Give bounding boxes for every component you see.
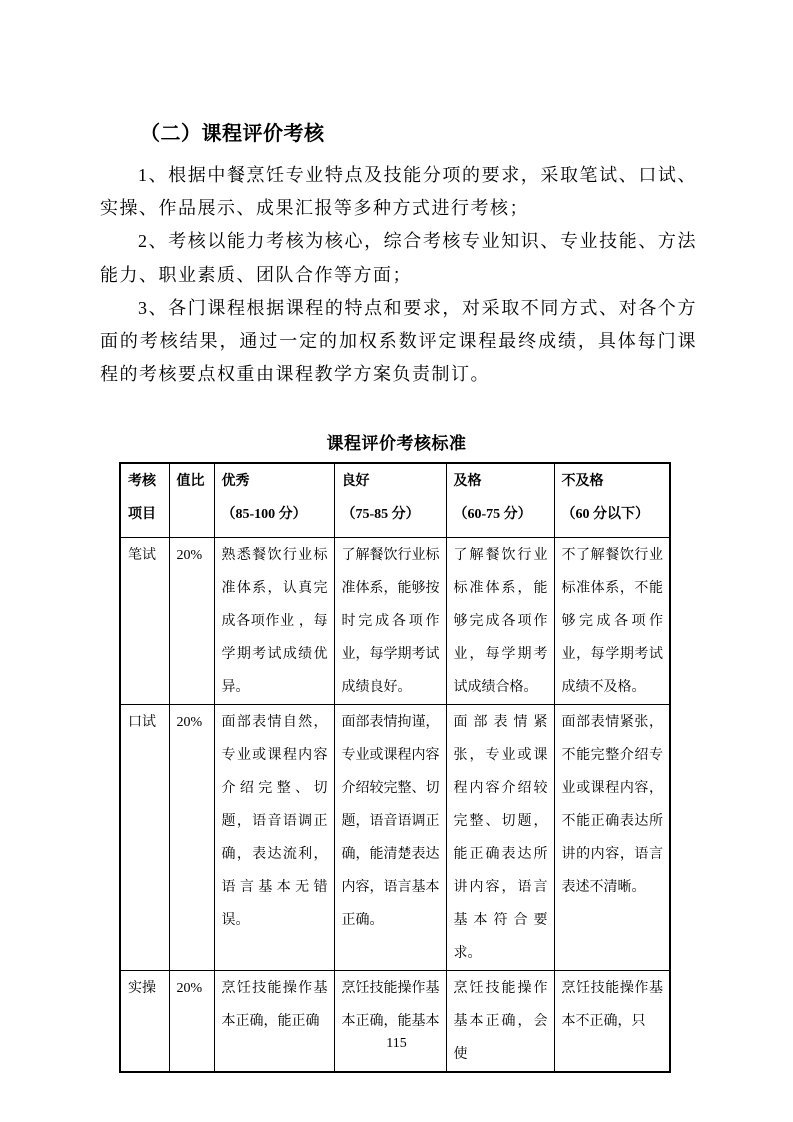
cell-fail: 不了解餐饮行业标准体系，不能够完成各项作业，每学期考试成绩不及格。 [554, 537, 670, 704]
header-good-line2: （75-85 分） [341, 507, 420, 522]
table-row-written-test [120, 537, 670, 704]
paragraph-2: 2、考核以能力考核为核心，综合考核专业知识、专业技能、方法能力、职业素质、团队合作等方面； [100, 231, 697, 285]
table-title: 课程评价考核标准 [326, 434, 467, 453]
section-heading: （二）课程评价考核 [140, 123, 325, 145]
cell-excellent: 熟悉餐饮行业标准体系，认真完成各项作业 ，每学期考试成绩优异。 [214, 537, 334, 704]
row-label: 实操 [120, 970, 169, 1072]
cell-fail: 烹饪技能操作基本不正确，只 [554, 970, 670, 1072]
header-fail-line2: （60 分以下） [561, 507, 649, 522]
paragraph-1: 1、根据中餐烹饪专业特点及技能分项的要求，采取笔试、口试、实操、作品展示、成果汇报等多种方式进行考核； [100, 165, 697, 219]
header-pass [446, 463, 554, 537]
header-item-line1: 考核 [128, 474, 156, 489]
cell-excellent: 烹饪技能操作基本正确，能正确 [214, 970, 334, 1072]
header-item [120, 463, 169, 537]
table-row-oral-test [120, 704, 670, 970]
cell-excellent: 面部表情自然，专业或课程内容介绍完整、切题，语音语调正确，表达流利，语言基本无错误。 [214, 704, 334, 970]
cell-good: 面部表情拘谨，专业或课程内容介绍较完整、切题，语音语调正确，能清楚表达内容，语言基本正确。 [334, 704, 446, 970]
cell-pass: 面部表情紧张，专业或课程内容介绍较完整、切题，能正确表达所讲内容，语言基本符合要求。 [446, 704, 554, 970]
header-pass-line2: （60-75 分） [453, 507, 532, 522]
header-pass-line1: 及格 [453, 474, 482, 489]
header-fail [554, 463, 670, 537]
table-row-practical-test [120, 970, 670, 1072]
header-good-line1: 良好 [341, 474, 370, 489]
page-number: 115 [386, 1036, 407, 1051]
cell-good: 了解餐饮行业标准体系，能够按时完成各项作业，每学期考试成绩良好。 [334, 537, 446, 704]
table-header-row [120, 463, 670, 537]
grading-standards-table [119, 462, 671, 1073]
header-excellent-line2: （85-100 分） [221, 507, 307, 522]
cell-pass: 烹饪技能操作基本正确，会使 [446, 970, 554, 1072]
row-weight: 20% [169, 537, 214, 704]
header-item-line2: 项目 [128, 507, 156, 522]
row-weight: 20% [169, 704, 214, 970]
header-weight [169, 463, 214, 537]
paragraph-3: 3、各门课程根据课程的特点和要求，对采取不同方式、对各个方面的考核结果，通过一定的加权系数评定课程最终成绩，具体每门课程的考核要点权重由课程教学方案负责制订。 [100, 297, 697, 385]
cell-pass: 了解餐饮行业标准体系，能够完成各项作业，每学期考试成绩合格。 [446, 537, 554, 704]
header-fail-line1: 不及格 [561, 474, 604, 489]
row-label: 口试 [120, 704, 169, 970]
header-weight-line1: 值比 [176, 474, 205, 489]
body-text [100, 159, 697, 391]
header-excellent [214, 463, 334, 537]
row-weight: 20% [169, 970, 214, 1072]
row-label: 笔试 [120, 537, 169, 704]
cell-good: 烹饪技能操作基本正确，能基本 [334, 970, 446, 1072]
cell-fail: 面部表情紧张，不能完整介绍专业或课程内容，不能正确表达所讲的内容，语言表述不清晰。 [554, 704, 670, 970]
header-excellent-line1: 优秀 [221, 474, 250, 489]
header-good [334, 463, 446, 537]
